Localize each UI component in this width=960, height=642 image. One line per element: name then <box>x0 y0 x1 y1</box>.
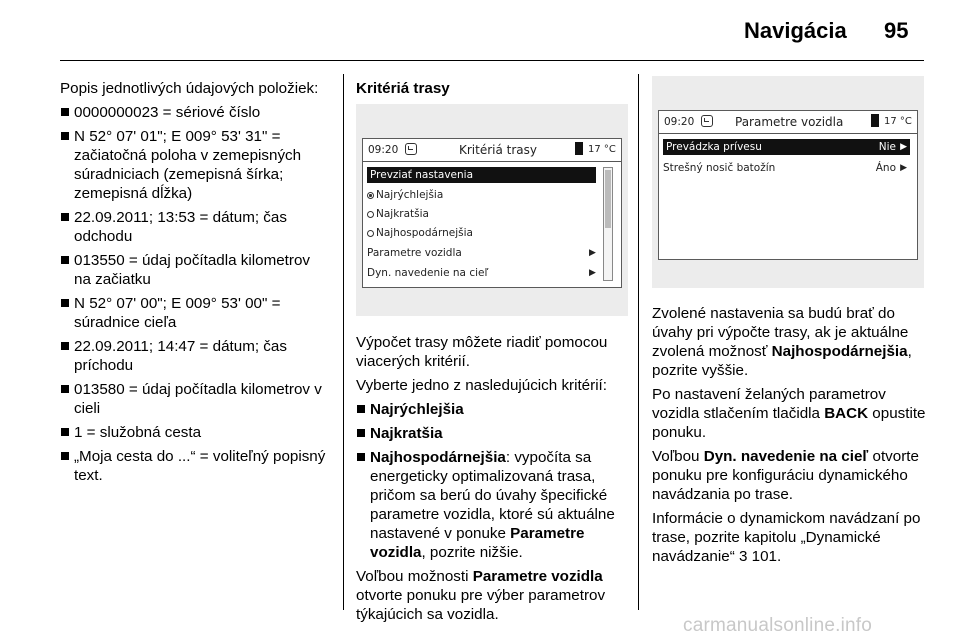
chevron-right-icon: ▶ <box>589 268 596 278</box>
text: , pozrite vyššie. <box>652 343 912 379</box>
criteria-list <box>356 400 632 562</box>
text: Po nastavení želaných parametrov vozidla stlačením tlačidla <box>652 386 886 422</box>
header-rule <box>60 60 924 61</box>
paragraph <box>652 304 928 380</box>
menu-item-fastest[interactable] <box>367 187 443 203</box>
thermometer-icon <box>871 114 879 127</box>
route-criteria-screenshot <box>356 104 628 316</box>
data-fields-list <box>60 103 330 485</box>
menu-item-label: Najkratšia <box>376 208 429 220</box>
menu-item-label: Strešný nosič batožín <box>663 162 776 174</box>
term: BACK <box>824 405 869 422</box>
left-column <box>60 79 330 490</box>
text: opustite ponuku. <box>652 405 926 441</box>
screen-title: Kritériá trasy <box>459 143 538 157</box>
thermometer-icon <box>575 142 583 155</box>
paragraph <box>652 385 928 442</box>
watermark: carmanualsonline.info <box>683 615 873 636</box>
vehicle-params-screenshot <box>652 76 924 288</box>
list-item: Najkratšia <box>356 424 632 443</box>
text: otvorte ponuku pre výber parametrov týkajúcich sa vozidla. <box>356 587 606 623</box>
list-item: 0000000023 = sériové číslo <box>60 103 330 122</box>
intro-text: Popis jednotlivých údajových položiek: <box>60 80 319 97</box>
list-item: Najrýchlejšia <box>356 400 632 419</box>
term: Najhospodárnejšia <box>370 449 506 466</box>
list-item: „Moja cesta do ...“ = voliteľný popisný text. <box>60 447 330 485</box>
list-item: 013580 = údaj počítadla kilometrov v cieli <box>60 380 330 418</box>
text: otvorte ponuku pre konfiguráciu dynamického navádzania po trase. <box>652 448 919 503</box>
screen-status-bar <box>659 111 917 134</box>
screen-temperature: 17 °C <box>588 144 616 155</box>
menu-item-vehicle-params[interactable]: Parametre vozidla <box>367 247 462 259</box>
paragraph <box>652 447 928 504</box>
list-item: N 52° 07' 01"; E 009° 53' 31" = začiatočná poloha v zemepisných súradniciach (zemepisná šírka; zemepisná dĺžka) <box>60 127 330 203</box>
text: : vypočíta sa energeticky optimalizovaná trasa, pričom sa berú do úvahy špecifické parametre vozidla, ktoré sú aktuálne nastavené v ponuke <box>370 449 615 542</box>
page-reference[interactable]: 101. <box>747 548 782 565</box>
menu-item-label: Prevádzka prívesu <box>666 141 762 153</box>
screen-status-bar <box>363 139 621 162</box>
list-item: 22.09.2011; 14:47 = dátum; čas príchodu <box>60 337 330 375</box>
page-number: 95 <box>884 18 909 43</box>
menu-item-shortest[interactable] <box>367 206 429 222</box>
screen-temperature: 17 °C <box>884 116 912 127</box>
term: Parametre vozidla <box>472 568 603 585</box>
page-header-title: Navigácia <box>744 18 847 43</box>
middle-column-text <box>356 333 632 629</box>
list-item: 1 = služobná cesta <box>60 423 330 442</box>
text: Zvolené nastavenia sa budú brať do úvahy pri výpočte trasy, ak je aktuálne zvolená možnosť <box>652 305 909 360</box>
chevron-right-icon: ▶ <box>900 142 907 152</box>
menu-item-label: Najrýchlejšia <box>376 189 444 201</box>
chevron-right-icon: ▶ <box>589 248 596 258</box>
menu-item-value: Nie <box>878 141 896 153</box>
text: , pozrite nižšie. <box>421 544 523 561</box>
menu-item-label: Najhospodárnejšia <box>376 227 473 239</box>
menu-item-roof-rack[interactable] <box>663 160 910 176</box>
menu-item-trailer[interactable] <box>663 139 910 155</box>
right-column-text <box>652 304 928 571</box>
list-item <box>356 448 632 562</box>
menu-item-adopt-settings[interactable]: Prevziať nastavenia <box>367 167 596 183</box>
column-divider-right <box>638 74 639 610</box>
menu-item-value: Áno <box>875 162 896 174</box>
menu-item-dynamic-guidance[interactable]: Dyn. navedenie na cieľ <box>367 267 489 279</box>
text: Voľbou možnosti <box>356 568 473 585</box>
list-item: N 52° 07' 00"; E 009° 53' 00" = súradnice cieľa <box>60 294 330 332</box>
term: Najhospodárnejšia <box>771 343 908 360</box>
section-heading: Kritériá trasy <box>356 80 450 97</box>
term: Parametre vozidla <box>370 525 585 561</box>
column-divider-left <box>343 74 344 610</box>
list-item: 22.09.2011; 13:53 = dátum; čas odchodu <box>60 208 330 246</box>
term: Dyn. navedenie na cieľ <box>703 448 869 465</box>
screen-title: Parametre vozidla <box>735 115 844 129</box>
text: Voľbou <box>652 448 704 465</box>
scrollbar[interactable] <box>603 167 613 281</box>
screen-time: 09:20 <box>664 116 695 128</box>
paragraph <box>356 567 632 624</box>
vehicle-params-screen <box>658 110 918 260</box>
clock-icon <box>405 143 417 155</box>
list-item: 013550 = údaj počítadla kilometrov na začiatku <box>60 251 330 289</box>
route-criteria-screen <box>362 138 622 288</box>
radio-icon <box>367 230 374 237</box>
paragraph: Vyberte jedno z nasledujúcich kritérií: <box>356 377 608 394</box>
screen-time: 09:20 <box>368 144 399 156</box>
menu-item-economical[interactable] <box>367 225 473 241</box>
chevron-right-icon: ▶ <box>900 163 907 173</box>
paragraph <box>652 509 928 566</box>
scrollbar-thumb[interactable] <box>605 170 611 228</box>
text: Informácie o dynamickom navádzaní po trase, pozrite kapitolu „Dynamické navádzanie“ <box>652 510 921 565</box>
radio-selected-icon <box>367 192 374 199</box>
reference-arrow-icon: 3 <box>738 548 748 565</box>
radio-icon <box>367 211 374 218</box>
clock-icon <box>701 115 713 127</box>
paragraph: Výpočet trasy môžete riadiť pomocou viacerých kritérií. <box>356 334 608 370</box>
